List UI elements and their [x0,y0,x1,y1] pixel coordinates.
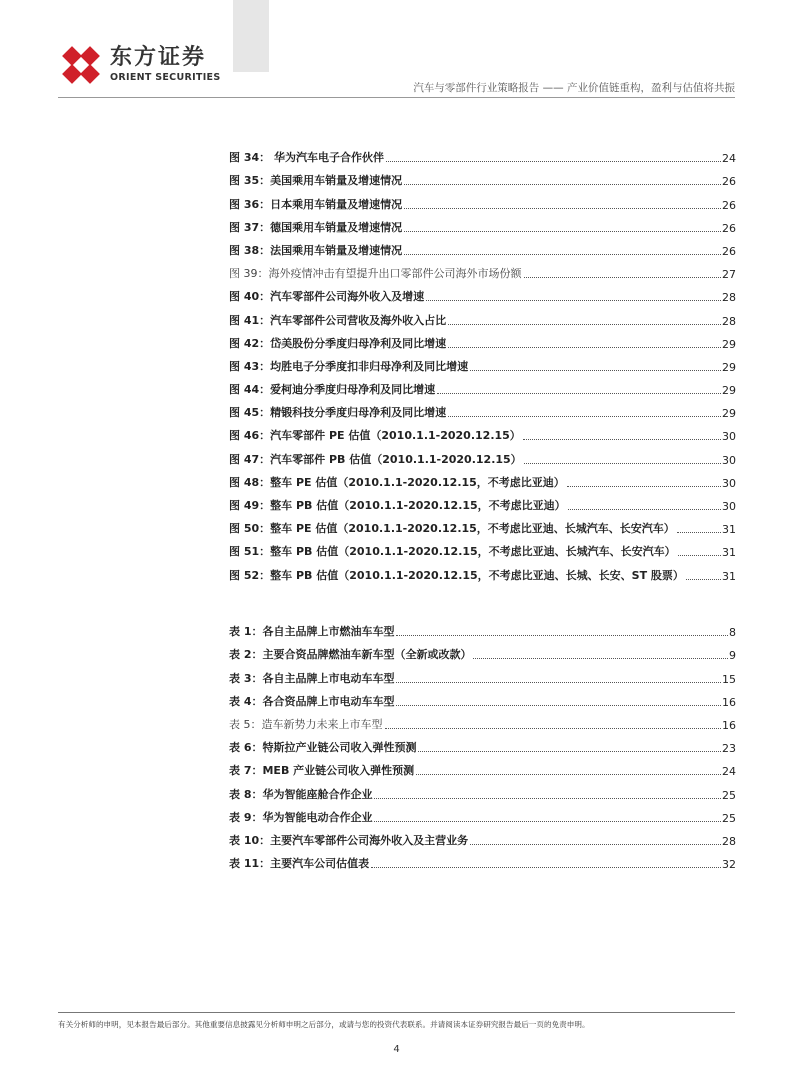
toc-leader-dots [437,392,721,394]
toc-entry-label: 图 48：整车 PE 估值（2010.1.1-2020.12.15，不考虑比亚迪） [229,475,565,489]
toc-entry[interactable] [229,782,736,805]
toc-entry[interactable] [229,852,736,875]
footer-divider [58,1012,735,1013]
toc-entry-label: 图 49：整车 PB 估值（2010.1.1-2020.12.15，不考虑比亚迪） [229,499,566,512]
toc-entry-page: 25 [722,788,736,802]
toc-entry[interactable] [229,540,736,563]
toc-leader-dots [396,634,728,636]
toc-leader-dots [470,369,721,371]
toc-leader-dots [523,438,721,440]
toc-entry-page: 31 [722,523,736,537]
toc-entry[interactable] [229,517,736,540]
toc-entry[interactable] [229,806,736,829]
toc-leader-dots [426,299,721,301]
toc-entry-label: 图 42：岱美股份分季度归母净利及同比增速 [229,336,447,350]
toc-entry[interactable] [229,424,736,447]
toc-entry-page: 32 [722,858,736,872]
toc-entry[interactable] [229,192,736,215]
toc-entry-page: 26 [722,198,736,212]
toc-leader-dots [567,485,721,487]
toc-entry-page: 31 [722,546,736,560]
toc-leader-dots [678,554,721,556]
toc-entry-page: 30 [722,430,736,444]
toc-entry[interactable] [229,759,736,782]
toc-entry-label: 图 46：汽车零部件 PE 估值（2010.1.1-2020.12.15） [229,429,521,443]
toc-leader-dots [448,346,721,348]
toc-entry[interactable] [229,829,736,852]
toc-entry-label: 图 39：海外疫情冲击有望提升出口零部件公司海外市场份额 [229,267,522,281]
toc-entry-label: 图 40：汽车零部件公司海外收入及增速 [229,290,425,304]
toc-entry[interactable] [229,308,736,331]
toc-leader-dots [374,820,721,822]
toc-entry[interactable] [229,471,736,494]
table-list [229,620,736,875]
toc-entry-page: 16 [722,695,736,709]
toc-entry-label: 图 38：法国乘用车销量及增速情况 [229,243,403,257]
toc-entry-page: 29 [722,407,736,421]
toc-entry[interactable] [229,690,736,713]
toc-entry[interactable] [229,239,736,262]
header-gray-tab [233,0,269,72]
toc-leader-dots [371,866,721,868]
toc-entry-label: 表 7：MEB 产业链公司收入弹性预测 [229,764,415,778]
toc-leader-dots [524,462,721,464]
toc-entry[interactable] [229,332,736,355]
toc-entry-label: 表 2：主要合资品牌燃油车新车型（全新或改款） [229,648,472,662]
toc-leader-dots [416,773,721,775]
toc-leader-dots [524,276,722,278]
toc-entry-page: 30 [722,476,736,490]
toc-entry[interactable] [229,713,736,736]
toc-leader-dots [386,160,721,162]
toc-entry[interactable] [229,285,736,308]
toc-entry-label: 表 6：特斯拉产业链公司收入弹性预测 [229,741,417,755]
toc-entry-page: 9 [729,649,736,663]
toc-entry-page: 15 [722,672,736,686]
toc-entry-label: 表 9：华为智能电动合作企业 [229,810,373,824]
toc-entry[interactable] [229,666,736,689]
toc-entry[interactable] [229,401,736,424]
toc-entry-page: 26 [722,244,736,258]
toc-leader-dots [404,183,721,185]
toc-entry-page: 24 [722,765,736,779]
toc-leader-dots [448,415,721,417]
toc-entry-label: 表 11：主要汽车公司估值表 [229,857,370,871]
toc-leader-dots [418,750,721,752]
toc-entry-label: 图 41：汽车零部件公司营收及海外收入占比 [229,313,447,327]
page-number: 4 [393,1044,400,1055]
toc-entry-page: 26 [722,221,736,235]
toc-entry-label: 表 10：主要汽车零部件公司海外收入及主营业务 [229,833,469,847]
toc-entry-page: 29 [722,384,736,398]
toc-entry-page: 26 [722,175,736,189]
toc-entry-label: 图 36：日本乘用车销量及增速情况 [229,197,403,211]
toc-leader-dots [470,843,721,845]
toc-leader-dots [396,704,721,706]
toc-entry-label: 表 3：各自主品牌上市电动车车型 [229,671,395,685]
toc-entry[interactable] [229,169,736,192]
toc-entry-label: 图 52：整车 PB 估值（2010.1.1-2020.12.15，不考虑比亚迪、长城、长安、ST 股票） [229,568,684,582]
toc-leader-dots [404,207,721,209]
toc-entry[interactable] [229,563,736,586]
toc-entry-label: 图 43：均胜电子分季度扣非归母净利及同比增速 [229,359,469,373]
brand-logo [58,40,228,92]
toc-entry-label: 表 5：造车新势力未来上市车型 [229,717,383,731]
toc-entry[interactable] [229,643,736,666]
toc-entry[interactable] [229,494,736,517]
toc-entry-page: 31 [722,569,736,583]
figure-list [229,146,736,587]
toc-leader-dots [396,681,721,683]
toc-entry-page: 28 [722,291,736,305]
toc-leader-dots [677,531,721,533]
toc-entry-label: 图 51：整车 PB 估值（2010.1.1-2020.12.15，不考虑比亚迪、长城汽车、长安汽车） [229,545,676,559]
toc-entry-label: 图 34： 华为汽车电子合作伙伴 [229,151,384,165]
toc-entry-label: 图 35：美国乘用车销量及增速情况 [229,174,403,188]
toc-entry-page: 27 [722,268,736,282]
toc-entry-page: 16 [722,718,736,732]
toc-entry-page: 24 [722,152,736,166]
brand-name-en: ORIENT SECURITIES [110,72,221,83]
toc-entry-page: 30 [722,453,736,467]
report-title: 汽车与零部件行业策略报告 —— 产业价值链重构，盈利与估值将共振 [413,82,735,94]
toc-entry[interactable] [229,378,736,401]
toc-leader-dots [404,230,721,232]
toc-entry-page: 8 [729,626,736,640]
toc-leader-dots [448,323,721,325]
toc-entry-label: 表 4：各合资品牌上市电动车车型 [229,694,395,708]
toc-leader-dots [385,727,722,729]
toc-entry[interactable] [229,146,736,169]
toc-leader-dots [473,657,728,659]
toc-entry-label: 表 1：各自主品牌上市燃油车车型 [229,625,395,639]
toc-entry-label: 图 44：爱柯迪分季度归母净利及同比增速 [229,383,436,397]
toc-entry-page: 23 [722,742,736,756]
toc-entry-page: 28 [722,314,736,328]
toc-entry-page: 29 [722,337,736,351]
toc-entry[interactable] [229,216,736,239]
toc-leader-dots [404,253,721,255]
brand-name-cn: 东方证券 [110,45,207,70]
toc-leader-dots [686,578,721,580]
toc-entry-page: 28 [722,834,736,848]
header-divider [58,97,735,98]
toc-entry-label: 图 45：精锻科技分季度归母净利及同比增速 [229,406,447,420]
toc-leader-dots [374,797,721,799]
footer-disclaimer: 有关分析师的申明，见本报告最后部分。其他重要信息披露见分析师申明之后部分，或请与您的投资代表联系。并请阅读本证券研究报告最后一页的免责申明。 [58,1020,590,1029]
toc-entry[interactable] [229,620,736,643]
toc-entry-label: 图 50：整车 PE 估值（2010.1.1-2020.12.15，不考虑比亚迪、长城汽车、长安汽车） [229,522,675,536]
toc-entry[interactable] [229,355,736,378]
orient-logo-icon [58,42,104,88]
toc-entry-page: 25 [722,811,736,825]
toc-entry-page: 30 [722,500,736,513]
toc-entry[interactable] [229,447,736,470]
toc-entry-page: 29 [722,360,736,374]
toc-entry[interactable] [229,736,736,759]
toc-leader-dots [568,508,721,510]
toc-entry[interactable] [229,262,736,285]
toc-entry-label: 表 8：华为智能座舱合作企业 [229,787,373,801]
toc-entry-label: 图 37：德国乘用车销量及增速情况 [229,220,403,234]
toc-entry-label: 图 47：汽车零部件 PB 估值（2010.1.1-2020.12.15） [229,452,522,466]
